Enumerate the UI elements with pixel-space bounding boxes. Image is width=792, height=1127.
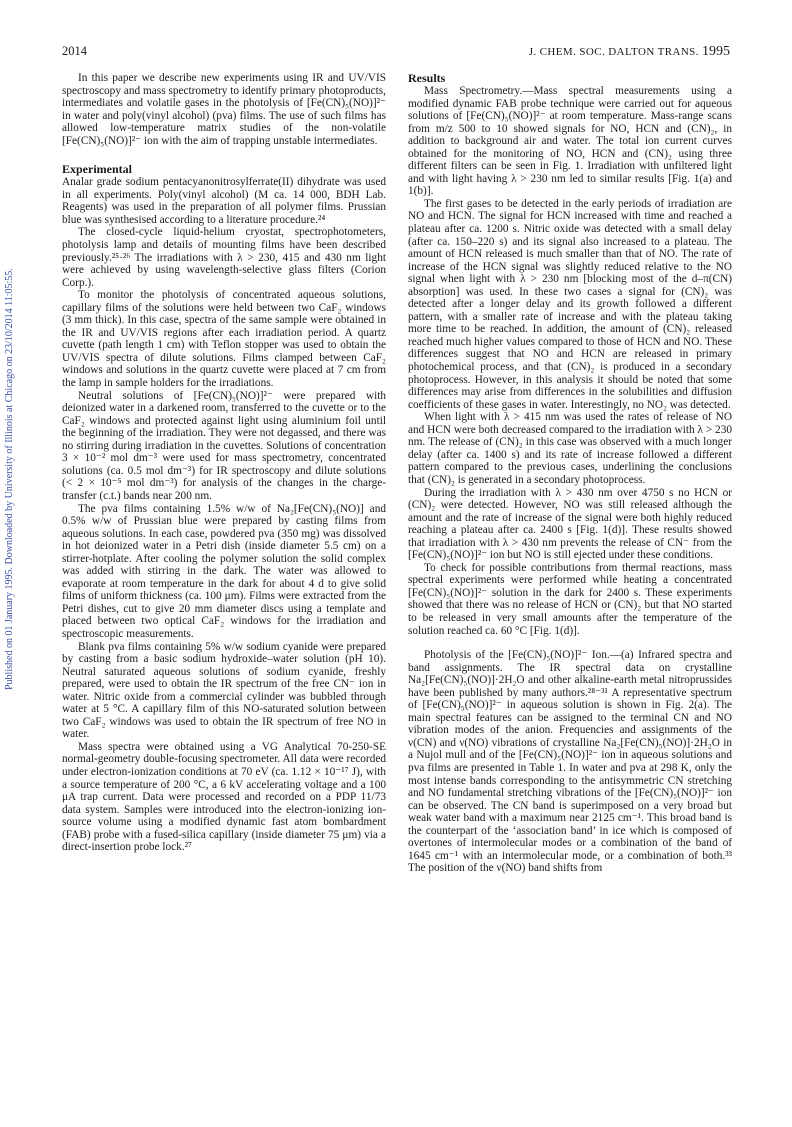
paragraph: The first gases to be detected in the early periods of irradiation are NO and HCN. The signal for HCN increased with time and reached a plateau after ca. 1200 s. Nitric oxide was detected with a small delay (after ca. 150–220 s) and its signal also increased to a plateau. The amount of HCN released is much smaller than that of NO. The rate of increase of the HCN signal was slightly reduced relative to the NO signal when light with λ > 230 nm [blocking most of the d–π(CN) absorption] was used. In these two cases a signal for (CN)₂ was detected after a longer delay and its growth followed a different pattern, with a smaller rate of increase and with the plateau taking more time to be reached. In addition, the amount of (CN)₂ released reached much higher values compared to those of HCN and NO. These differences suggest that NO and HCN are released in primary photochemical process, and that (CN)₂ is produced in a secondary photoprocess. However, in this analysis it should be noted that some differences may arise from differences in the solubilities and diffusion coefficients of these gases in water. Interestingly, no NO₂ was detected.	[408, 197, 732, 411]
paragraph: The pva films containing 1.5% w/w of Na₂[Fe(CN)₅(NO)] and 0.5% w/w of Prussian blue were prepared by casting films from aqueous solutions. In each case, powdered pva (350 mg) was dissolved in hot deionized water in a Petri dish (inside diameter 5.5 cm) on a stirrer-hotplate. After cooling the polymer solution the solid complex was added with stirring in the dark. The water was allowed to evaporate at room temperature in the dark for about 4 d to give solid films of uniform thickness (ca. 100 μm). Films were extracted from the Petri dishes, cut to give 20 mm diameter discs using a template and placed between two optical CaF₂ windows for the irradiation and spectroscopic measurements.	[62, 502, 386, 640]
paragraph: To monitor the photolysis of concentrated aqueous solutions, capillary films of the solutions were held between two CaF₂ windows (3 mm thick). In this case, spectra of the same sample were obtained in the IR and UV/VIS regions after each irradiation period. A quartz cuvette (path length 1 cm) with Teflon stopper was used to obtain the UV/VIS spectra of dilute solutions. Films clamped between CaF₂ windows and solutions in the quartz cuvette were placed at 7 cm from the lamp in sample holders for the irradiations.	[62, 289, 386, 390]
paragraph-photolysis: Photolysis of the [Fe(CN)₅(NO)]²⁻ Ion.—(a) Infrared spectra and band assignments. The IR spectral data on crystalline Na₂[Fe(CN)₅(NO)]·2H₂O and other alkaline-earth metal nitroprussides have been published by many authors.²⁸⁻³¹ A representative spectrum of [Fe(CN)₅(NO)]²⁻ in aqueous solution is shown in Fig. 2(a). The main spectral features can be assigned to the terminal CN and NO vibration modes of the anion. Frequencies and assignments of the ν(CN) and ν(NO) vibrations of crystalline Na₂[Fe(CN)₅(NO)]·2H₂O in a Nujol mull and of the [Fe(CN)₅(NO)]²⁻ ion in aqueous solutions and pva films are presented in Table 1. In water and pva at 298 K, only the most intense bands corresponding to the antisymmetric CN stretching and NO fundamental stretching vibrations of the [Fe(CN)₅(NO)]²⁻ ion can be observed. The CN band is superimposed on a very broad but weak water band with a maximum near 2125 cm⁻¹. This broad band is the counterpart of the ‘association band’ in ice which is composed of overtones of intermolecular modes or a combination of the band of 1645 cm⁻¹ with an intermolecular mode, or a combination of both.³³ The position of the ν(NO) band shifts from	[408, 649, 732, 875]
journal-name: J. CHEM. SOC. DALTON TRANS.	[528, 46, 699, 58]
paragraph: During the irradiation with λ > 430 nm over 4750 s no HCN or (CN)₂ were detected. However, NO was still released although the amount and the rate of increase of the signal were both highly reduced reaching a plateau after ca. 2400 s [Fig. 1(d)]. These results showed that irradiation with λ > 430 nm prevents the release of CN⁻ from the [Fe(CN)₅(NO)]²⁻ ion but NO is still ejected under these conditions.	[408, 486, 732, 562]
left-column	[62, 72, 386, 854]
paragraph: Blank pva films containing 5% w/w sodium cyanide were prepared by casting from a basic sodium hydroxide–water solution (pH 10). Neutral saturated aqueous solutions of sodium cyanide, freshly prepared, were used to obtain the IR spectrum of the free CN⁻ ion in water. Nitric oxide from a commercial cylinder was bubbled through water at 5 °C. A capillary film of this NO-saturated solution between two CaF₂ windows was used to obtain the IR spectrum of free NO in water.	[62, 640, 386, 741]
right-column	[408, 72, 732, 875]
paragraph: The closed-cycle liquid-helium cryostat, spectrophotometers, photolysis lamp and details of mounting films have been described previously.²⁵·²⁶ The irradiations with λ > 230, 415 and 430 nm light were achieved by using wavelength-selective glass filters (Corion Corp.).	[62, 226, 386, 289]
journal-year: 1995	[702, 44, 730, 59]
section-heading-results: Results	[408, 71, 446, 85]
paragraph: Analar grade sodium pentacyanonitrosylferrate(II) dihydrate was used in all experiments. Poly(vinyl alcohol) (M ca. 14 000, BDH Lab. Reagents) was used in the preparation of all polymer films. Prussian blue was synthesised according to a literature procedure.²⁴	[62, 176, 386, 226]
intro-paragraph: In this paper we describe new experiments using IR and UV/VIS spectroscopy and mass spectrometry to identify primary photoproducts, intermediates and volatile gases in the photolysis of [Fe(CN)₅(NO)]²⁻ in water and poly(vinyl alcohol) (pva) films. The use of such films has allowed low-temperature matrix studies of the non-volatile [Fe(CN)₅(NO)]²⁻ ion with the aim of trapping unstable intermediates.	[62, 72, 386, 147]
paragraph: Mass spectra were obtained using a VG Analytical 70-250-SE normal-geometry double-focusing spectrometer. All data were recorded under electron-ionization conditions at 70 eV (ca. 1.12 × 10⁻¹⁷ J), with a source temperature of 200 °C, a 6 kV accelerating voltage and a 100 μA trap current. Data were processed and recorded on a PDP 11/73 data system. Samples were introduced into the electron-ionizing ion-source volume using a modified dynamic fast atom bombardment (FAB) probe with a fused-silica capillary (inside diameter 75 μm) via a direct-insertion probe lock.²⁷	[62, 740, 386, 854]
section-heading-experimental: Experimental	[62, 162, 132, 177]
paragraph: Neutral solutions of [Fe(CN)₅(NO)]²⁻ were prepared with deionized water in a darkened room, transferred to the cuvette or to the CaF₂ windows and protected against light using aluminium foil until the beginning of the irradiation. They were not degassed, and there was no stirring during irradiation in the cuvettes. Solutions of concentration 3 × 10⁻² mol dm⁻³ were used for mass spectrometry, concentrated solutions (ca. 0.5 mol dm⁻³) for IR spectroscopy and dilute solutions (< 2 × 10⁻⁵ mol dm⁻³) for analysis of the changes in the charge-transfer (c.t.) bands near 200 nm.	[62, 389, 386, 502]
paragraph: To check for possible contributions from thermal reactions, mass spectral experiments were performed while heating a concentrated [Fe(CN)₅(NO)]²⁻ solution in the dark for 2400 s. These experiments showed that there was no release of HCN or (CN)₂ but that NO started to be released in very small amounts after the temperature of the solution reached ca. 60 °C [Fig. 1(d)].	[408, 561, 732, 637]
download-watermark	[0, 0, 24, 1127]
paragraph: When light with λ > 415 nm was used the rates of release of NO and HCN were both decreased compared to the irradiation with λ > 230 nm. The release of (CN)₂ in this case was observed with a much longer delay (after ca. 1400 s) and its rate of increase followed a different pattern compared to the previous cases, underlining the conclusions that (CN)₂ is generated in a secondary photoprocess.	[408, 411, 732, 486]
running-header	[529, 44, 730, 60]
paragraph-mass-spectrometry: Mass Spectrometry.—Mass spectral measurements using a modified dynamic FAB probe technique were carried out for aqueous solutions of [Fe(CN)₅(NO)]²⁻ at room temperature. Mass-range scans from m/z 500 to 10 showed signals for NO, HCN and (CN)₂, in addition to background air and water. The total ion current curves obtained for the monitoring of NO, HCN and (CN)₂ using three different filters can be seen in Fig. 1. Irradiation with unfiltered light and with light having λ > 230 nm led to similar results [Fig. 1(a) and 1(b)].	[408, 85, 732, 198]
download-notice[interactable]: Published on 01 January 1995. Downloaded by University of Illinois at Chicago on 23/10/2014 11:05:55.	[4, 268, 15, 690]
page-number: 2014	[62, 44, 87, 58]
